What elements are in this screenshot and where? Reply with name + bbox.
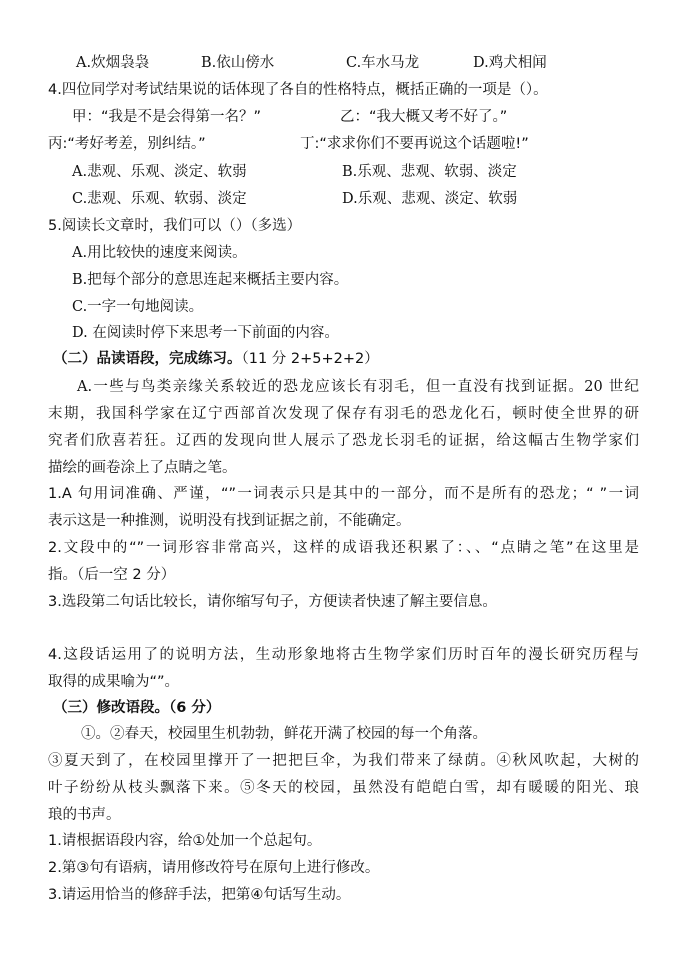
section2-q3: 3.选段第二句话比较长，请你缩写句子，方便读者快速了解主要信息。 — [48, 594, 497, 610]
q3-option-a: A.炊烟袅袅 — [76, 55, 150, 71]
section2-q2-line-2: 指。（后一空 2 分） — [48, 567, 176, 583]
section3-q3: 3.请运用恰当的修辞手法，把第④句话写生动。 — [48, 887, 351, 903]
q4-option-b: B.乐观、悲观、软弱、淡定 — [342, 164, 517, 180]
q5-option-d: D. 在阅读时停下来思考一下前面的内容。 — [72, 325, 339, 341]
q3-option-d: D.鸡犬相闻 — [473, 55, 547, 71]
section3-q2: 2.第③句有语病，请用修改符号在原句上进行修改。 — [48, 860, 380, 876]
section2-heading-line — [53, 349, 379, 369]
q4-quote-yi: 乙：“我大概又考不好了。” — [340, 109, 508, 125]
section2-q4-line-1: 4.这段话运用了的说明方法，生动形象地将古生物学家们历时百年的漫长研究历程与 — [48, 647, 639, 663]
section3-heading: （三）修改语段。（6 分） — [53, 700, 221, 716]
q3-option-b: B.依山傍水 — [201, 55, 275, 71]
q4-stem: 4.四位同学对考试结果说的话体现了各自的性格特点，概括正确的一项是（）。 — [48, 82, 548, 98]
q4-option-d: D.乐观、悲观、淡定、软弱 — [342, 191, 518, 207]
q5-option-b: B.把每个部分的意思连起来概括主要内容。 — [72, 272, 349, 288]
q5-option-a: A.用比较快的速度来阅读。 — [72, 245, 247, 261]
section2-q1-line-2: 表示这是一种推测，说明没有找到证据之前，不能确定。 — [48, 513, 411, 529]
q5-stem: 5.阅读长文章时，我们可以（）（多选） — [48, 218, 302, 234]
q3-option-c: C.车水马龙 — [346, 55, 420, 71]
section2-q2-line-1: 2.文段中的“”一词形容非常高兴，这样的成语我还积累了：、、“点睛之笔”在这里是 — [48, 540, 639, 556]
q4-quote-bing: 丙:“考好考差，别纠结。” — [48, 136, 206, 152]
q4-quote-jia: 甲：“我是不是会得第一名？” — [72, 109, 262, 125]
section2-q1-line-1: 1.A 句用词准确、严谨，“”一词表示只是其中的一部分，而不是所有的恐龙；“ ”一词 — [48, 486, 639, 502]
q4-option-c: C.悲观、乐观、软弱、淡定 — [72, 191, 247, 207]
section3-passage-line-4: 琅的书声。 — [48, 807, 121, 823]
section2-heading: （二）品读语段，完成练习。 — [53, 351, 242, 367]
section3-passage-line-2: ③夏天到了，在校园里撑开了一把把巨伞，为我们带来了绿荫。④秋风吹起，大树的 — [48, 753, 639, 769]
section2-score: （11 分 2+5+2+2） — [241, 351, 379, 367]
q4-option-a: A.悲观、乐观、淡定、软弱 — [72, 164, 247, 180]
q5-option-c: C.一字一句地阅读。 — [72, 299, 204, 315]
section2-passage-line-4: 描绘的画卷涂上了点睛之笔。 — [48, 460, 237, 476]
section2-passage-line-1: A.一些与鸟类亲缘关系较近的恐龙应该长有羽毛，但一直没有找到证据。20 世纪 — [77, 379, 639, 395]
q4-quote-ding: 丁:“求求你们不要再说这个话题啦!” — [300, 136, 529, 152]
section3-passage-line-3: 叶子纷纷从枝头飘落下来。⑤冬天的校园，虽然没有皑皑白雪，却有暖暖的阳光、琅 — [48, 780, 639, 796]
section3-passage-line-1: ①。②春天，校园里生机勃勃，鲜花开满了校园的每一个角落。 — [81, 726, 487, 742]
section2-passage-line-2: 末期，我国科学家在辽宁西部首次发现了保存有羽毛的恐龙化石，顿时使全世界的研 — [48, 406, 639, 422]
section2-q4-line-2: 取得的成果喻为“”。 — [48, 674, 180, 690]
section3-q1: 1.请根据语段内容，给①处加一个总起句。 — [48, 833, 322, 849]
section2-passage-line-3: 究者们欣喜若狂。辽西的发现向世人展示了恐龙长羽毛的证据，给这幅古生物学家们 — [48, 433, 639, 449]
